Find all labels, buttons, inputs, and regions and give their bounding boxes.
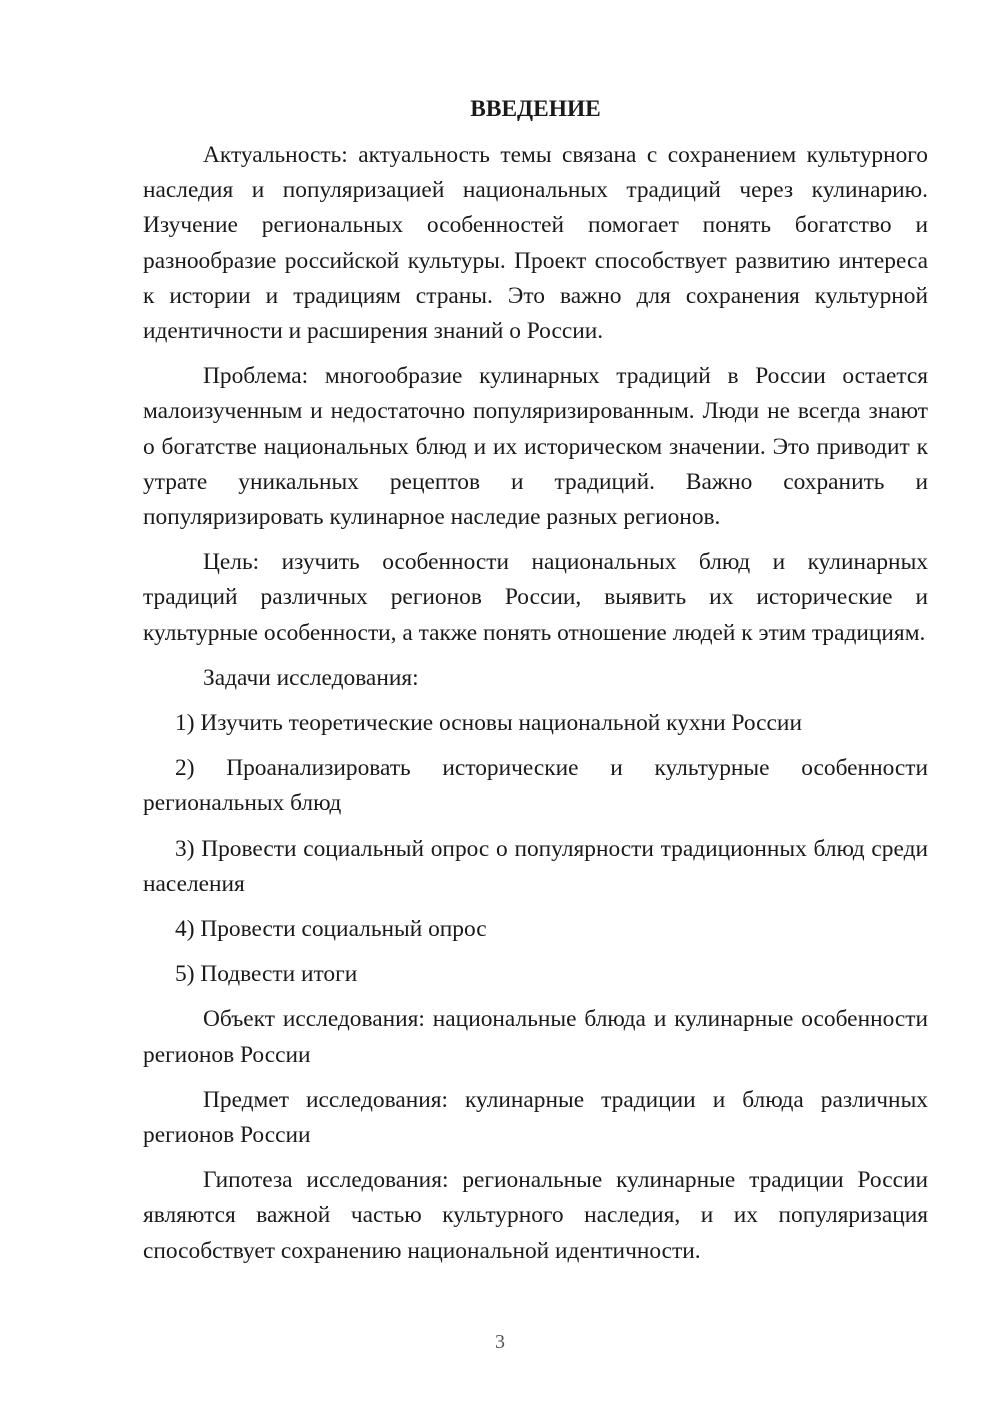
- paragraph-subject: Предмет исследования: кулинарные традиции и блюда различных регионов России: [143, 1086, 928, 1149]
- section-heading: ВВЕДЕНИЕ: [470, 96, 601, 122]
- task-item-4: 4) Провести социальный опрос: [175, 916, 487, 943]
- document-page: [143, 92, 928, 1279]
- paragraph-problem: Проблема: многообразие кулинарных традиций в России остается малоизученным и недостаточно популяризированным. Люди не всегда знают о богатстве национальных блюд и их историческом значении. Это приводит к утрате уникальных рецептов и традиций. Важно сохранить и популяризировать кулинарное наследие разных регионов.: [143, 363, 928, 531]
- task-item-3: 3) Провести социальный опрос о популярности традиционных блюд среди населения: [143, 835, 928, 897]
- paragraph-goal: Цель: изучить особенности национальных блюд и кулинарных традиций различных регионов России, выявить их исторические и культурные особенности, а также понять отношение людей к этим традициям.: [143, 549, 928, 646]
- task-item-5: 5) Подвести итоги: [175, 961, 358, 988]
- paragraph-hypothesis: Гипотеза исследования: региональные кулинарные традиции России являются важной частью культурного наследия, и их популяризация способствует сохранению национальной идентичности.: [143, 1167, 928, 1264]
- paragraph-object: Объект исследования: национальные блюда и кулинарные особенности регионов России: [143, 1006, 928, 1068]
- task-item-1: 1) Изучить теоретические основы национальной кухни России: [175, 710, 802, 737]
- page-number: 3: [495, 1331, 505, 1353]
- tasks-heading: Задачи исследования:: [203, 664, 419, 691]
- task-item-2: 2) Проанализировать исторические и культурные особенности региональных блюд: [143, 755, 928, 817]
- paragraph-relevance: Актуальность: актуальность темы связана с сохранением культурного наследия и популяризацией национальных традиций через кулинарию. Изучение региональных особенностей помогает понять богатство и разнообразие российской культуры. Проект способствует развитию интереса к истории и традициям страны. Это важно для сохранения культурной идентичности и расширения знаний о России.: [143, 142, 928, 345]
